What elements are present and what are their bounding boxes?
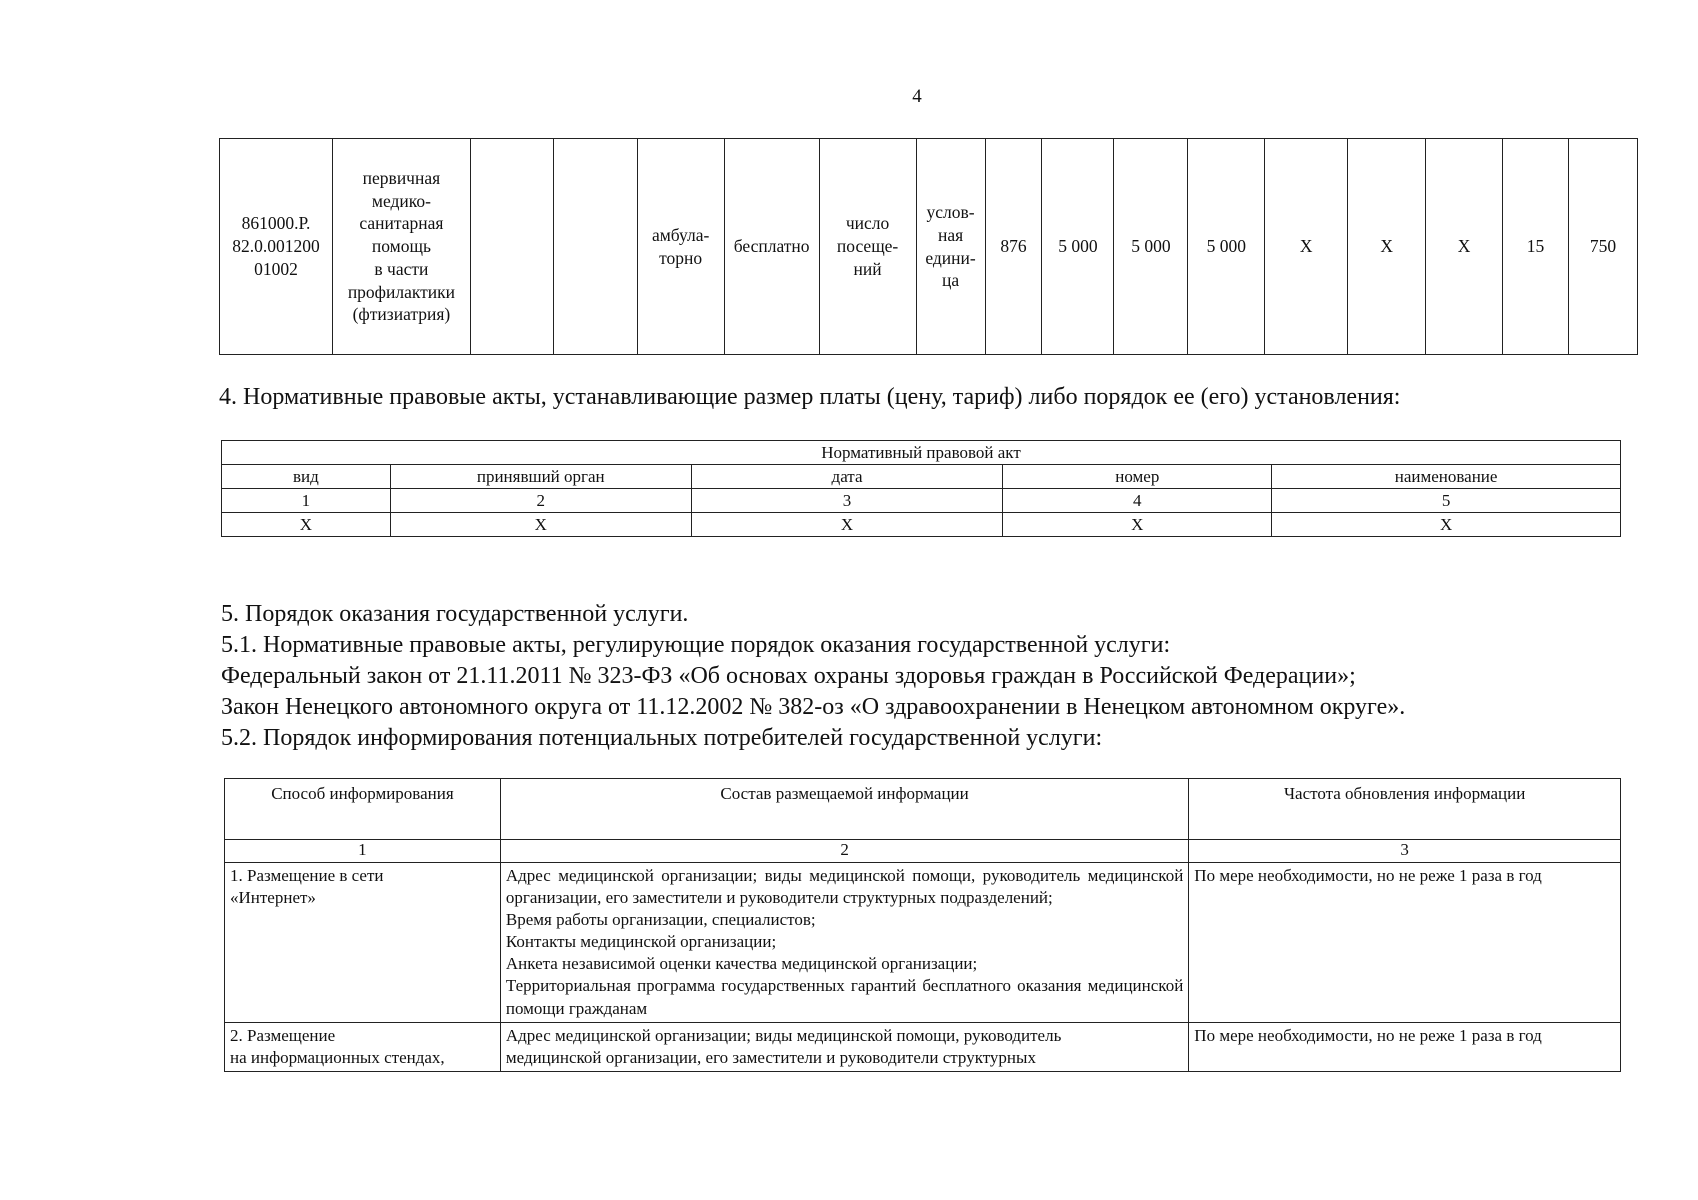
- column-header: Способ информирования: [225, 779, 501, 840]
- content-line: Контакты медицинской организации;: [505, 932, 777, 952]
- deviation-cell: 15: [1503, 139, 1569, 355]
- column-number: 2: [500, 840, 1188, 863]
- unit-line: едини-: [925, 247, 976, 268]
- content-line: Адрес медицинской организации; виды медицинской помощи, руководитель медицинской организации, его заместители и руководители структурных подразделений;: [505, 866, 1184, 908]
- column-number: 1: [222, 489, 391, 513]
- regional-law-line: Закон Ненецкого автономного округа от 11.12.2002 № 382-оз «О здравоохранении в Ненецком автономном округе».: [221, 694, 1406, 720]
- table-row: [225, 779, 1621, 840]
- unit-cell: [916, 139, 985, 355]
- indicator-line: посеще-: [836, 236, 899, 257]
- okei-code-cell: 876: [985, 139, 1042, 355]
- indicator-line: ний: [853, 258, 882, 279]
- service-line: помощь: [371, 236, 431, 257]
- column-header: номер: [1003, 465, 1272, 489]
- section-5-title: 5. Порядок оказания государственной услуги.: [221, 601, 689, 627]
- service-line: (фтизиатрия): [352, 304, 451, 325]
- content-line: Территориальная программа государственных гарантий бесплатного оказания медицинской помощи гражданам: [505, 976, 1184, 1018]
- x-cell: X: [1426, 139, 1503, 355]
- deviation-cell: 750: [1568, 139, 1637, 355]
- service-volume-table: [219, 138, 1638, 355]
- content-cell: [500, 1022, 1188, 1071]
- section-5-2-title: 5.2. Порядок информирования потенциальных потребителей государственной услуги:: [221, 725, 1103, 751]
- indicator-line: число: [845, 213, 890, 234]
- value-cell: 5 000: [1188, 139, 1265, 355]
- x-cell: X: [1265, 139, 1348, 355]
- table-cell: X: [691, 513, 1003, 537]
- section-5-1-title: 5.1. Нормативные правовые акты, регулирующие порядок оказания государственной услуги:: [221, 632, 1171, 658]
- table-cell: X: [1003, 513, 1272, 537]
- table-row: [225, 1022, 1621, 1071]
- blank-cell: [470, 139, 553, 355]
- method-line: 1. Размещение в сети: [230, 866, 384, 885]
- form-line: торно: [659, 247, 703, 268]
- informing-table: [224, 778, 1621, 1072]
- table-row: [220, 139, 1638, 355]
- unit-line: услов-: [926, 202, 975, 222]
- form-line: амбула-: [651, 224, 710, 245]
- code-line: 861000.Р.: [241, 213, 311, 234]
- payment-cell: бесплатно: [724, 139, 819, 355]
- code-line: 82.0.001200: [232, 236, 320, 257]
- content-line: Адрес медицинской организации; виды медицинской помощи, руководитель: [505, 1025, 1062, 1045]
- column-header: наименование: [1272, 465, 1621, 489]
- service-line: первичная: [362, 167, 441, 188]
- table-cell: X: [390, 513, 691, 537]
- column-header: принявший орган: [390, 465, 691, 489]
- content-line: Время работы организации, специалистов;: [505, 910, 816, 930]
- page-number: 4: [912, 86, 922, 107]
- method-line: «Интернет»: [230, 888, 316, 908]
- service-line: санитарная: [359, 213, 444, 234]
- value-cell: 5 000: [1042, 139, 1114, 355]
- table-row: [222, 513, 1621, 537]
- form-cell: [637, 139, 724, 355]
- frequency-cell: По мере необходимости, но не реже 1 раза в год: [1189, 1022, 1621, 1071]
- column-number: 5: [1272, 489, 1621, 513]
- column-header: вид: [222, 465, 391, 489]
- code-line: 01002: [254, 258, 298, 279]
- registry-code-cell: [220, 139, 333, 355]
- table-row: [225, 863, 1621, 1023]
- table-row: [225, 840, 1621, 863]
- x-cell: X: [1348, 139, 1426, 355]
- method-line: 2. Размещение: [230, 1025, 336, 1045]
- service-line: в части: [374, 258, 429, 279]
- content-cell: [500, 863, 1188, 1023]
- method-line: на информационных стендах,: [230, 1047, 445, 1067]
- value-cell: 5 000: [1114, 139, 1188, 355]
- method-cell: [225, 1022, 501, 1071]
- content-line: Анкета независимой оценки качества медицинской организации;: [505, 954, 978, 974]
- column-number: 3: [691, 489, 1003, 513]
- table-cell: X: [222, 513, 391, 537]
- service-name-cell: [332, 139, 470, 355]
- column-header: дата: [691, 465, 1003, 489]
- table-row: [222, 465, 1621, 489]
- column-header: Частота обновления информации: [1189, 779, 1621, 840]
- column-number: 4: [1003, 489, 1272, 513]
- frequency-cell: По мере необходимости, но не реже 1 раза в год: [1189, 863, 1621, 1023]
- section-5: [221, 599, 1405, 754]
- table-row: [222, 489, 1621, 513]
- column-header: Состав размещаемой информации: [500, 779, 1188, 840]
- service-line: медико-: [371, 190, 431, 211]
- unit-line: ца: [941, 270, 960, 291]
- federal-law-line: Федеральный закон от 21.11.2011 № 323-ФЗ «Об основах охраны здоровья граждан в Российской Федерации»;: [221, 663, 1356, 689]
- column-number: 1: [225, 840, 501, 863]
- table-cell: X: [1272, 513, 1621, 537]
- column-number: 2: [390, 489, 691, 513]
- indicator-cell: [819, 139, 916, 355]
- service-line: профилактики: [347, 281, 456, 302]
- blank-cell: [553, 139, 637, 355]
- table-row: [222, 441, 1621, 465]
- column-number: 3: [1189, 840, 1621, 863]
- unit-line: ная: [937, 224, 964, 245]
- table-header: Нормативный правовой акт: [222, 441, 1621, 465]
- content-line: медицинской организации, его заместители и руководители структурных: [505, 1047, 1036, 1067]
- method-cell: [225, 863, 501, 1023]
- section-4-title: 4. Нормативные правовые акты, устанавливающие размер платы (цену, тариф) либо порядок ее (его) установления:: [219, 384, 1401, 410]
- legal-acts-table: [221, 440, 1621, 537]
